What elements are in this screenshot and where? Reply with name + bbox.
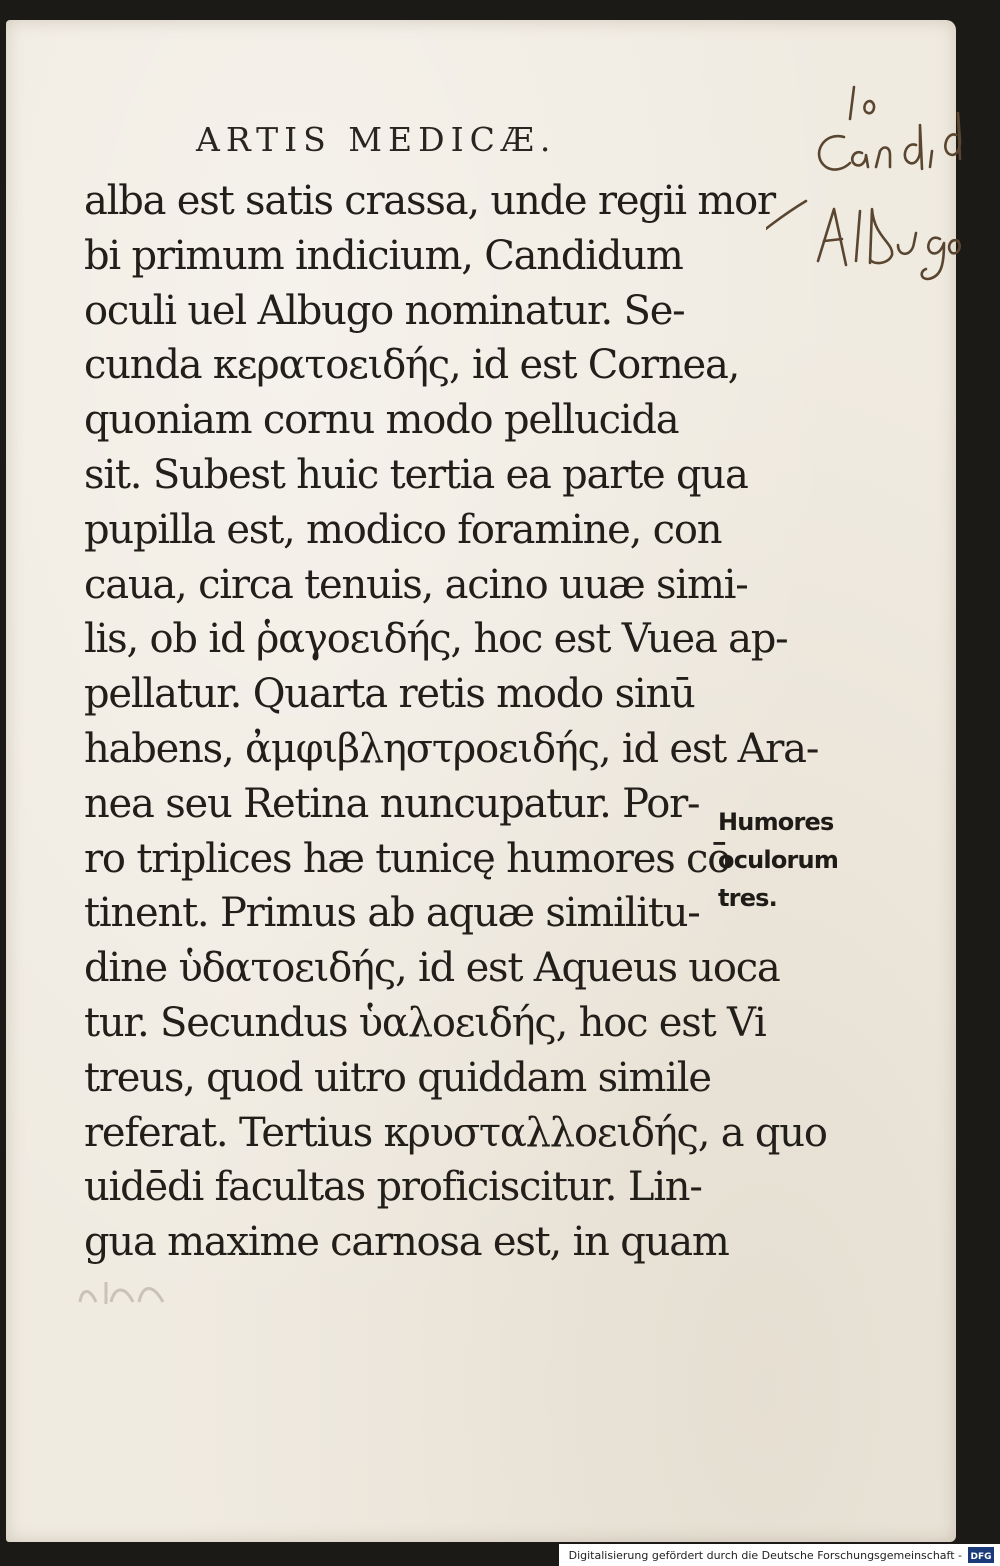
text-line: tinent. Primus ab aquæ similitu- (84, 890, 700, 937)
text-line: habens, ἀμφιβληστροειδής, id est Ara- (84, 725, 819, 772)
text-line: ro triplices hæ tunicę humores cō (84, 835, 731, 882)
text-line: nea seu Retina nuncupatur. Por- (84, 780, 700, 827)
dfg-logo-text: DFG (970, 1552, 992, 1562)
show-through-text (78, 1272, 168, 1321)
text-line: tur. Secundus ὑαλοειδής, hoc est Vi (84, 999, 766, 1046)
dfg-logo-icon (968, 1547, 994, 1563)
text-line: cunda κερατοειδής, id est Cornea, (84, 342, 740, 389)
book-page (6, 20, 956, 1542)
text-line: oculi uel Albugo nominatur. Se- (84, 287, 685, 334)
text-line: sit. Subest huic tertia ea parte qua (84, 451, 748, 498)
text-line: lis, ob id ῥαγοειδής, hoc est Vuea ap- (84, 616, 788, 663)
text-line: alba est satis crassa, unde regii mor (84, 178, 775, 224)
credit-text: Digitalisierung gefördert durch die Deutsche Forschungsgemeinschaft - (568, 1548, 962, 1562)
text-line: dine ὑδατοειδής, id est Aqueus uoca (84, 945, 780, 992)
text-line: bi primum indicium, Candidum (84, 232, 683, 279)
text-line: gua maxime carnosa est, in quam (84, 1219, 729, 1266)
text-line: uidēdi facultas proficiscitur. Lin- (84, 1164, 702, 1211)
marginal-note-line: oculorum (718, 846, 839, 874)
running-head: ARTIS MEDICÆ. (196, 120, 557, 159)
marginal-note (718, 803, 888, 917)
text-line: referat. Tertius κρυσταλλοειδής, a quo (84, 1109, 827, 1156)
handwritten-annotation-icon (766, 75, 966, 355)
digitization-credit (559, 1544, 1000, 1566)
text-line: treus, quod uitro quiddam simile (84, 1054, 711, 1101)
text-line: quoniam cornu modo pellucida (84, 397, 679, 444)
marginal-note-line: tres. (718, 884, 777, 912)
marginal-note-line: Humores (718, 808, 834, 836)
text-line: caua, circa tenuis, acino uuæ simi- (84, 561, 748, 608)
text-line: pellatur. Quarta retis modo sinū (84, 671, 695, 718)
text-line: pupilla est, modico foramine, con (84, 506, 722, 553)
